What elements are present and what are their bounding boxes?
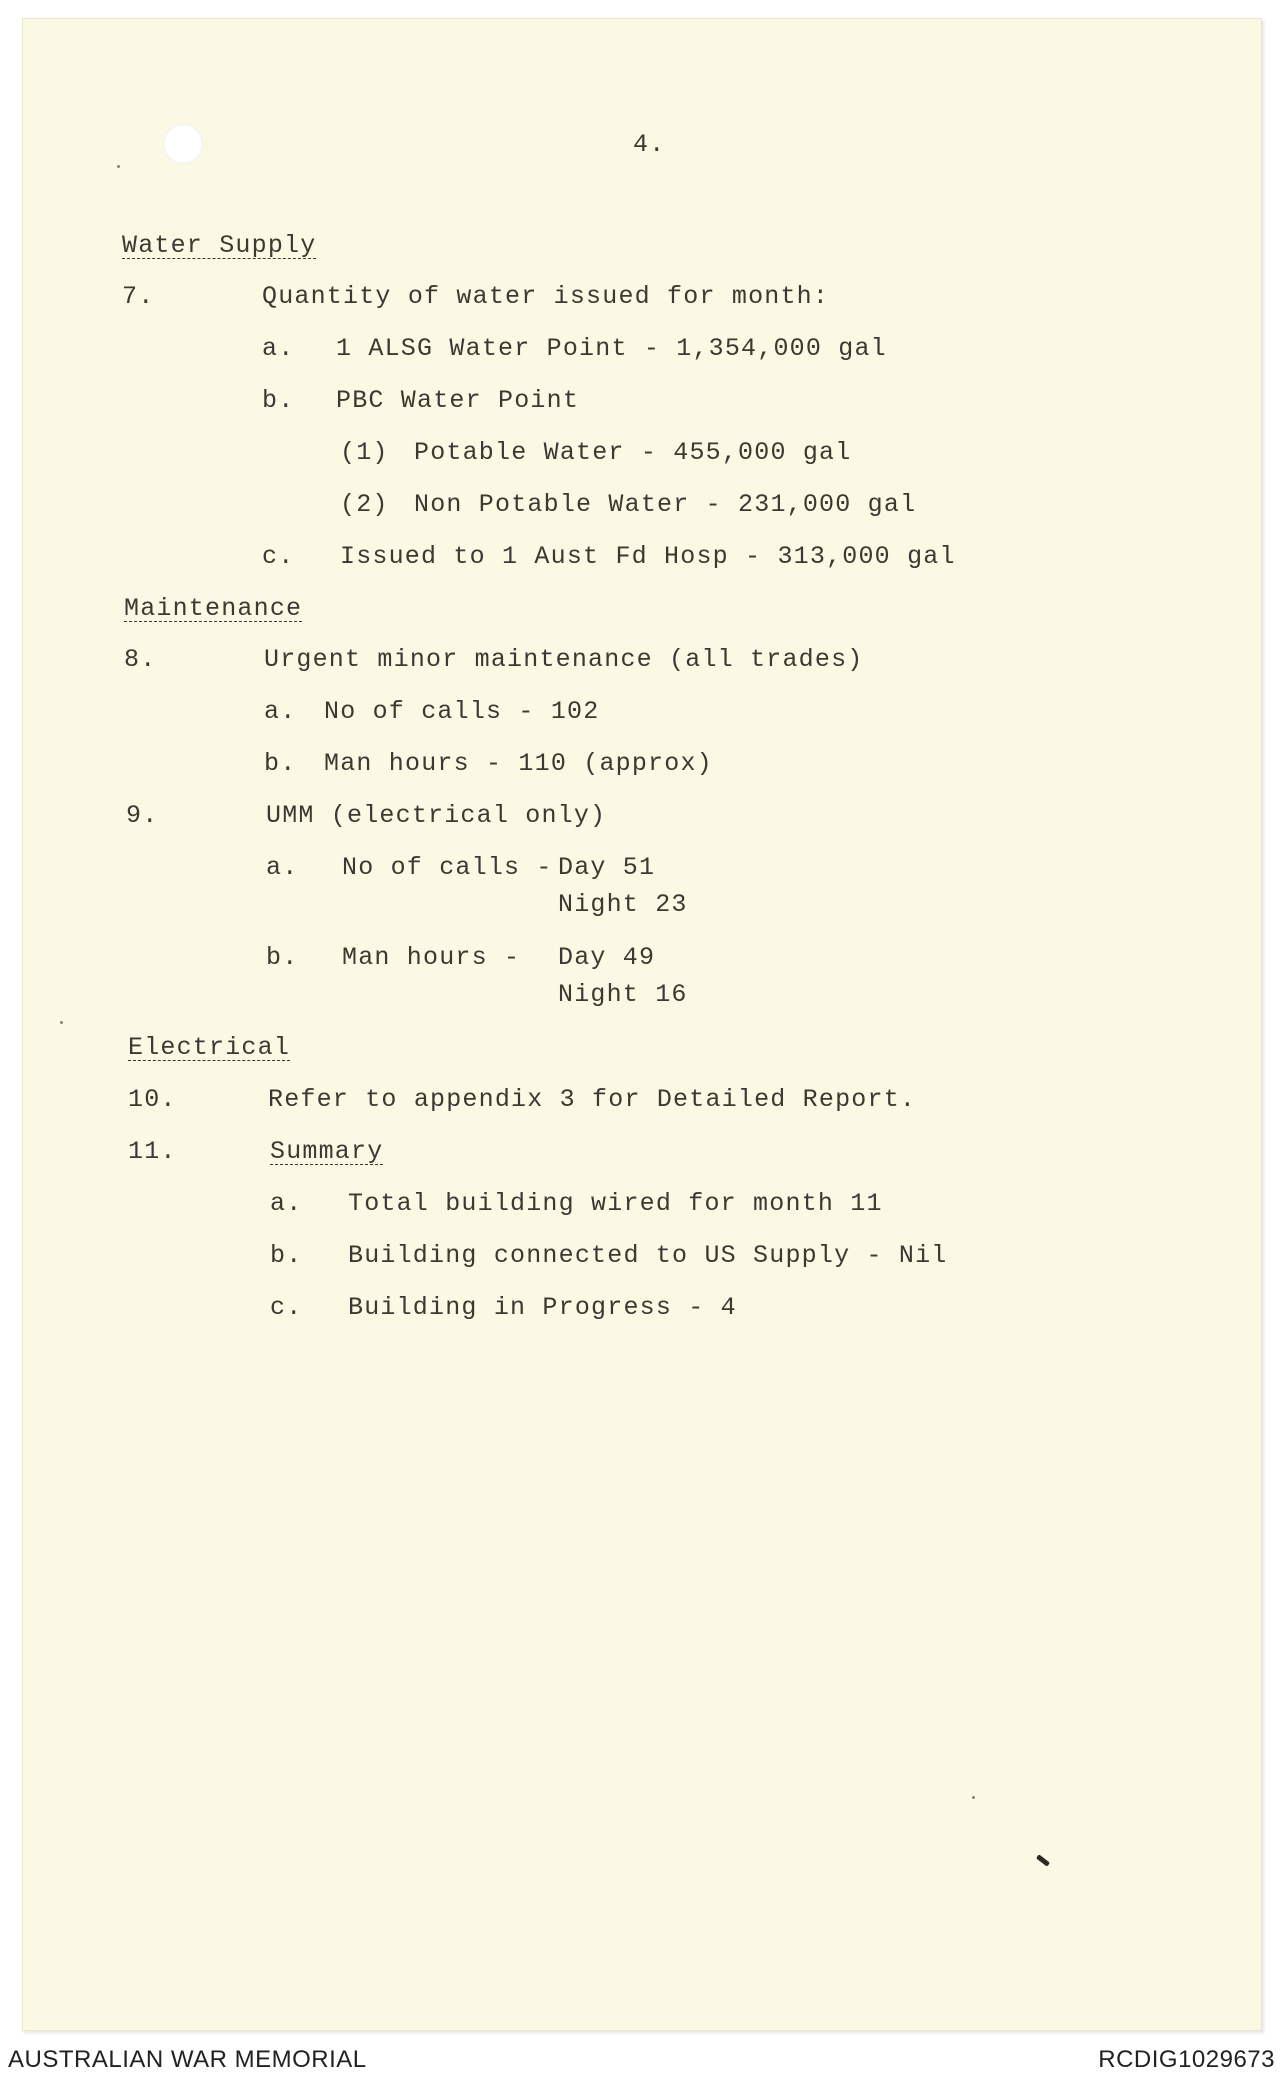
document-page (22, 18, 1262, 2031)
item-9b-day: Day 49 (558, 943, 656, 972)
item-7b1-label: (1) (340, 438, 389, 467)
item-9b-night: Night 16 (558, 980, 688, 1009)
paper-speck (117, 165, 120, 168)
item-11b-label: b. (270, 1241, 303, 1270)
item-8-number: 8. (124, 645, 157, 674)
item-7b-text: PBC Water Point (336, 386, 580, 415)
item-9a-day: Day 51 (558, 853, 656, 882)
page-number: 4. (633, 130, 666, 159)
item-9b-label: b. (266, 943, 299, 972)
item-7a-label: a. (262, 334, 295, 363)
item-7b2-text: Non Potable Water - 231,000 gal (414, 490, 917, 519)
item-7b-label: b. (262, 386, 295, 415)
maintenance-heading: Maintenance (124, 594, 303, 623)
footer-right-text: RCDIG1029673 (1098, 2046, 1275, 2073)
footer-left-text: AUSTRALIAN WAR MEMORIAL (8, 2046, 367, 2073)
paper-speck (60, 1021, 63, 1024)
item-9b-text: Man hours - (342, 943, 521, 972)
item-11a-label: a. (270, 1189, 303, 1218)
item-9a-text: No of calls - (342, 853, 553, 882)
item-8b-text: Man hours - 110 (approx) (324, 749, 713, 778)
paper-speck (972, 1796, 975, 1799)
item-7a-text: 1 ALSG Water Point - 1,354,000 gal (336, 334, 887, 363)
item-7c-label: c. (262, 542, 295, 571)
item-11a-text: Total building wired for month 11 (348, 1189, 883, 1218)
item-8b-label: b. (264, 749, 297, 778)
item-7-title: Quantity of water issued for month: (262, 282, 830, 311)
item-8-title: Urgent minor maintenance (all trades) (264, 645, 864, 674)
item-8a-label: a. (264, 697, 297, 726)
item-11-title: Summary (270, 1137, 384, 1166)
item-11-number: 11. (128, 1137, 177, 1166)
item-7c-text: Issued to 1 Aust Fd Hosp - 313,000 gal (340, 542, 956, 571)
item-7b1-text: Potable Water - 455,000 gal (414, 438, 852, 467)
item-9a-night: Night 23 (558, 890, 688, 919)
item-11c-text: Building in Progress - 4 (348, 1293, 737, 1322)
item-11c-label: c. (270, 1293, 303, 1322)
electrical-heading: Electrical (128, 1033, 291, 1062)
punch-hole (163, 124, 203, 164)
item-7b2-label: (2) (340, 490, 389, 519)
item-7-number: 7. (122, 282, 155, 311)
item-9a-label: a. (266, 853, 299, 882)
item-10-number: 10. (128, 1085, 177, 1114)
item-11b-text: Building connected to US Supply - Nil (348, 1241, 948, 1270)
item-9-title: UMM (electrical only) (266, 801, 607, 830)
item-9-number: 9. (126, 801, 159, 830)
item-10-text: Refer to appendix 3 for Detailed Report. (268, 1085, 917, 1114)
item-8a-text: No of calls - 102 (324, 697, 600, 726)
water-supply-heading: Water Supply (122, 231, 317, 260)
ink-mark (1036, 1854, 1050, 1867)
